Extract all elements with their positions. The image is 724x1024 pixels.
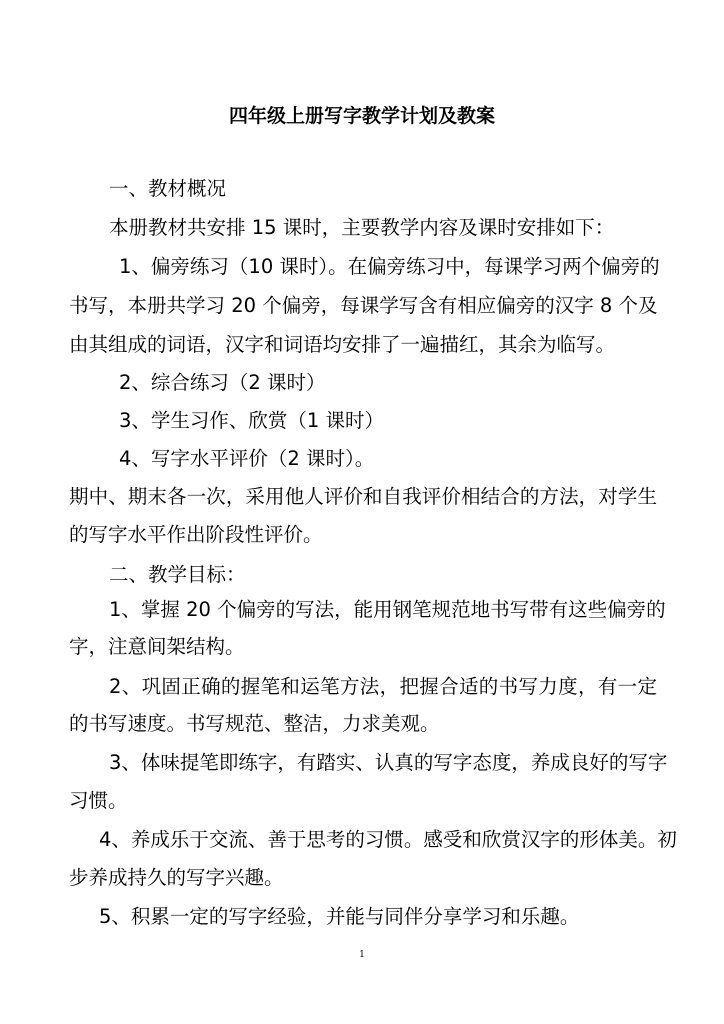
- list-item: 3、学生习作、欣赏（1 课时）: [119, 409, 385, 432]
- section-heading-overview: 一、教材概况: [109, 177, 227, 200]
- list-item: 4、写字水平评价（2 课时）。: [119, 447, 375, 470]
- paragraph-line: 本册教材共安排 15 课时，主要教学内容及课时安排如下：: [109, 216, 615, 239]
- paragraph-line: 5、积累一定的写字经验，并能与同伴分享学习和乐趣。: [99, 905, 580, 928]
- paragraph-line: 的书写速度。书写规范、整洁，力求美观。: [69, 712, 440, 735]
- paragraph-line: 习惯。: [69, 789, 128, 812]
- list-item: 2、综合练习（2 课时）: [119, 371, 326, 394]
- paragraph-line: 步养成持久的写字兴趣。: [69, 866, 284, 889]
- paragraph-line: 1、偏旁练习（10 课时）。在偏旁练习中，每课学习两个偏旁的: [119, 255, 660, 278]
- paragraph-line: 字，注意间架结构。: [69, 635, 245, 658]
- section-heading-goals: 二、教学目标：: [109, 563, 246, 586]
- document-title: 四年级上册写字教学计划及教案: [228, 105, 495, 127]
- paragraph-line: 书写，本册共学习 20 个偏旁，每课学写含有相应偏旁的汉字 8 个及: [69, 294, 658, 317]
- paragraph-line: 由其组成的词语，汉字和词语均安排了一遍描红，其余为临写。: [69, 333, 616, 356]
- paragraph-line: 1、掌握 20 个偏旁的写法，能用钢笔规范地书写带有这些偏旁的: [109, 598, 666, 621]
- paragraph-line: 4、养成乐于交流、善于思考的习惯。感受和欣赏汉字的形体美。初: [99, 828, 677, 851]
- page-number: 1: [359, 950, 365, 960]
- paragraph-line: 期中、期末各一次，采用他人评价和自我评价相结合的方法，对学生: [69, 485, 657, 508]
- paragraph-line: 的写字水平作出阶段性评价。: [69, 523, 323, 546]
- paragraph-line: 3、体味提笔即练字，有踏实、认真的写字态度，养成良好的写字: [109, 751, 668, 774]
- paragraph-line: 2、巩固正确的握笔和运笔方法，把握合适的书写力度，有一定: [109, 675, 657, 698]
